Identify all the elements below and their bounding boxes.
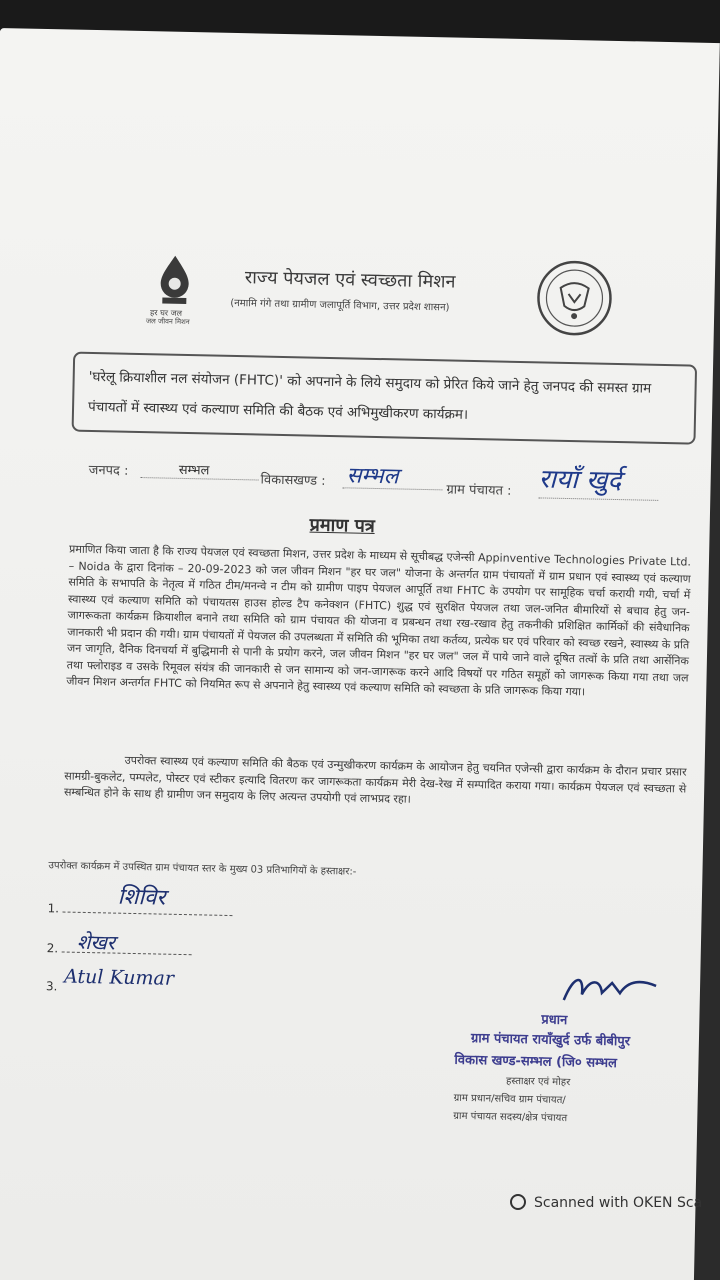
panchayat-line [538, 497, 658, 501]
stamp-line-2: विकास खण्ड-सम्भल (जि० सम्भल [454, 1052, 618, 1072]
participant-number: 2. [46, 941, 59, 956]
logo-text: हर घर जल [149, 308, 183, 318]
program-banner [72, 352, 698, 445]
pradhan-signature [560, 970, 661, 1014]
scanner-text: Scanned with OKEN Sca [534, 1195, 703, 1211]
certificate-title: प्रमाण पत्र [309, 514, 375, 537]
org-subtitle: (नमामि गंगे तथा ग्रामीण जलापूर्ति विभाग, उत्तर प्रदेश शासन) [230, 297, 450, 314]
participant-2 [46, 929, 193, 958]
stamp-line-1: ग्राम पंचायत रायाँखुर्द उर्फ बीबीपुर [470, 1031, 631, 1050]
banner-text: 'घरेलू क्रियाशील नल संयोजन (FHTC)' को अपनाने के लिये समुदाय को प्रेरित किये जाने हेतु जनपद की समस्त ग्राम पंचायतों में स्वास्थ्य एवं कल्याण समिति की बैठक एवं अभिमुखीकरण कार्यक्रम। [87, 368, 652, 423]
up-government-emblem [534, 257, 616, 339]
scanner-logo-icon [510, 1194, 526, 1210]
scanner-watermark [510, 1194, 702, 1211]
block-label: विकासखण्ड : [260, 472, 326, 489]
logo-subtext: जल जीवन मिशन [145, 317, 190, 327]
jal-jeevan-logo [144, 249, 206, 330]
signatory-caption-1: हस्ताक्षर एवं मोहर [505, 1075, 571, 1089]
district-label: जनपद : [88, 462, 129, 479]
participant-1 [47, 884, 233, 919]
signature-line [63, 912, 233, 917]
participant-3 [45, 965, 175, 994]
panchayat-label: ग्राम पंचायत : [446, 482, 512, 499]
signatory-caption-3: ग्राम पंचायत सदस्य/क्षेत्र पंचायत [453, 1110, 568, 1125]
participant-number: 3. [45, 979, 58, 994]
participant-signature: Atul Kumar [63, 965, 175, 990]
stamp-title: प्रधान [541, 1012, 568, 1029]
participant-number: 1. [47, 901, 60, 916]
district-value: सम्भल [178, 462, 210, 479]
certificate-paragraph-1: प्रमाणित किया जाता है कि राज्य पेयजल एवं स्वच्छता मिशन, उत्तर प्रदेश के माध्यम से सूचीबद्ध एजेन्सी Appinventive Technologies Private Ltd. – Noida के द्वारा दिनांक – 20-09-2023 को जल जीवन मिशन "हर घर जल" योजना के अन्तर्गत ग्राम पंचायतों में ग्राम प्रधान एवं स्वास्थ्य एवं कल्याण समिति के सभापति के नेतृत्व में गठित टीम/मनन्वे न टीम को ग्रामीण पाइप पेयजल आपूर्ति तथा FHTC के उपयोग पर सामूहिक चर्चा करायी गयी, चर्चा में स्वास्थ्य एवं कल्याण समिति को पंचायतस हाउस होल्ड टैप कनेक्शन (FHTC) शुद्ध एवं सुरक्षित पेयजल तथा जल-जनित बीमारियों से बचाव हेतु जन-जागरूकता कार्यक्रम क्रियाशील बनाने तथा समिति को ग्राम पंचायत की योजना व प्रबन्धन तथा रख-रखाव हेतु तकनीकी प्रशिक्षित कार्मिकों की संवैधानिक जानकारी भी प्रदान की गयी। ग्राम पंचायतों में पेयजल की उपलब्धता में समिति की भूमिका तथा कर्तव्य, प्रत्येक घर एवं परिवार को स्वच्छ रखने, स्वास्थ्य के प्रति जन जागृति, दैनिक दिनचर्या में बुद्धिमानी से पानी के प्रयोग करने, जल जीवन मिशन "हर घर जल" जल में पाये जाने वाले दूषित तत्वों के प्रति तथा आर्सेनिक तथा फ्लोराइड व उसके रिमूवल संयंत्र की जानकारी से जन सामान्य को जन-जागरूक करने आदि विषयों पर गठित समूहों को जागरूक किया गया तथा जल जीवन मिशन अन्तर्गत FHTC को नियमित रूप से अपनाने हेतु स्वास्थ्य एवं कल्याण समिति को स्वच्छता के प्रति जागरूक किया गया। [66, 542, 692, 699]
participant-signature: शेखर [76, 929, 116, 955]
panchayat-value: रायाँ खुर्द [538, 464, 622, 497]
participants-intro: उपरोक्त कार्यक्रम में उपस्थित ग्राम पंचायत स्तर के मुख्य 03 प्रतिभागियों के हस्ताक्षर:- [48, 860, 357, 878]
document-page [0, 28, 720, 1280]
org-title: राज्य पेयजल एवं स्वच्छता मिशन [244, 267, 456, 293]
certificate-paragraph-2: उपरोक्त स्वास्थ्य एवं कल्याण समिति की बैठक एवं उन्मुखीकरण कार्यक्रम के आयोजन हेतु चयनित एजेन्सी द्वारा कार्यक्रम के दौरान प्रचार प्रसार सामग्री-बुकलेट, पम्पलेट, पोस्टर एवं स्टीकर इत्यादि वितरण कर जागरूकता कार्यक्रम मेरी देख-रेख में सम्पादित कराया गया। कार्यक्रम पेयजल एवं स्वच्छता से सम्बन्धित होने के साथ ही ग्रामीण जन समुदाय के लिए अत्यन्त उपयोगी एवं लाभप्रद रहा। [63, 753, 687, 806]
participant-signature: शिविर [117, 884, 166, 911]
block-value: सम्भल [346, 463, 399, 490]
signatory-caption-2: ग्राम प्रधान/सचिव ग्राम पंचायत/ [453, 1092, 566, 1107]
